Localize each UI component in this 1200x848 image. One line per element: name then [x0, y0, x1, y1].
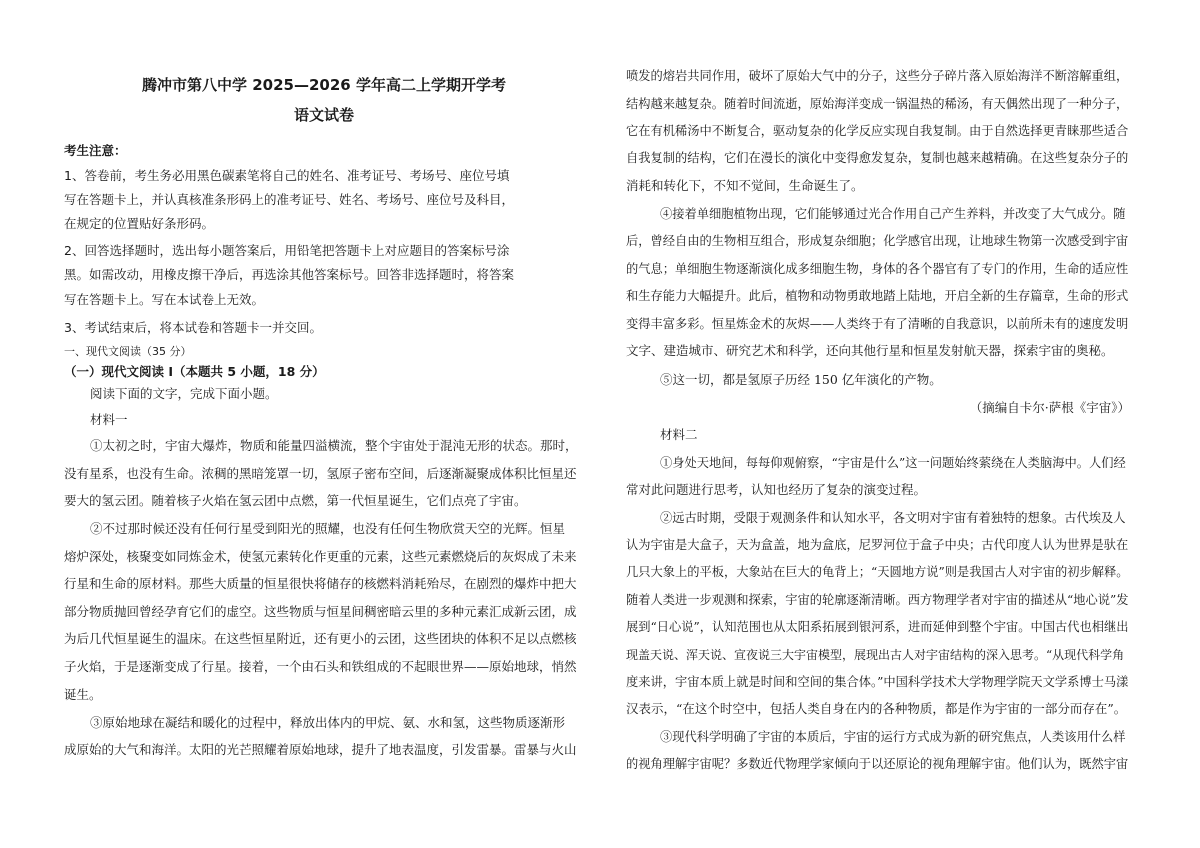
paragraph-line: ③现代科学明确了宇宙的本质后，宇宙的运行方式成为新的研究焦点，人类该用什么样 — [660, 730, 1126, 744]
paragraph-line: 展到“日心说”，认知范围也从太阳系拓展到银河系，进而延伸到整个宇宙。中国古代也相继出 — [626, 620, 1129, 634]
paragraph-line: ①太初之时，宇宙大爆炸，物质和能量四溢横流，整个宇宙处于混沌无形的状态。那时， — [90, 438, 578, 453]
source-citation: （摘编自卡尔·萨根《宇宙》） — [969, 400, 1130, 415]
paragraph-line: 变得丰富多彩。恒星炼金术的灰烬——人类终于有了清晰的自我意识，以前所未有的速度发明 — [626, 317, 1129, 331]
paragraph-line: 成原始的大气和海洋。太阳的光芒照耀着原始地球，提升了地表温度，引发雷暴。雷暴与火山 — [64, 742, 577, 757]
instruction: 阅读下面的文字，完成下面小题。 — [90, 386, 278, 401]
paragraph-line: 的气息；单细胞生物逐渐演化成多细胞生物，身体的各个器官有了专门的作用，生命的适应性 — [626, 262, 1129, 276]
paragraph-line: 诞生。 — [64, 687, 102, 702]
notice-line: 在规定的位置贴好条形码。 — [64, 216, 215, 231]
paragraph-line: 自我复制的结构，它们在漫长的演化中变得愈发复杂，复制也越来越精确。在这些复杂分子的 — [626, 151, 1129, 165]
paragraph-line: 结构越来越复杂。随着时间流逝，原始海洋变成一锅温热的稀汤，有天偶然出现了一种分子， — [626, 97, 1129, 111]
section-subheading: （一）现代文阅读 I（本题共 5 小题，18 分） — [64, 364, 325, 379]
notice-heading: 考生注意： — [64, 143, 127, 158]
exam-subtitle: 语文试卷 — [293, 106, 354, 124]
paragraph-line: 现盖天说、浑天说、宣夜说三大宇宙模型，展现出古人对宇宙结构的深入思考。“从现代科学角 — [626, 648, 1125, 662]
notice-line: 3、考试结束后，将本试卷和答题卡一并交回。 — [64, 320, 322, 335]
paragraph-line: 和生存能力大幅提升。此后，植物和动物勇敢地踏上陆地，开启全新的生存篇章，生命的形式 — [626, 289, 1129, 303]
paragraph-line: 认为宇宙是大盒子，天为盒盖，地为盒底，尼罗河位于盒子中央；古代印度人认为世界是驮在 — [626, 538, 1129, 552]
paragraph-line: 度来讲，宇宙本质上就是时间和空间的集合体。”中国科学技术大学物理学院天文学系博士马漾 — [626, 675, 1129, 689]
paragraph-line: ③原始地球在凝结和暖化的过程中，释放出体内的甲烷、氨、水和氢，这些物质逐渐形 — [90, 715, 566, 730]
exam-title: 腾冲市第八中学 2025—2026 学年高二上学期开学考 — [142, 76, 506, 94]
notice-line: 2、回答选择题时，选出每小题答案后，用铅笔把答题卡上对应题目的答案标号涂 — [64, 243, 510, 258]
notice-line: 1、答卷前，考生务必用黑色碳素笔将自己的姓名、准考证号、考场号、座位号填 — [64, 168, 510, 183]
paragraph-line: 要大的氢云团。随着核子火焰在氢云团中点燃，第一代恒星诞生，它们点亮了宇宙。 — [64, 493, 527, 508]
paragraph-line: 后，曾经自由的生物相互组合，形成复杂细胞；化学感官出现，让地球生物第一次感受到宇宙 — [626, 234, 1129, 248]
paragraph-line: 随着人类进一步观测和探索，宇宙的轮廓逐渐清晰。西方物理学者对宇宙的描述从“地心说”发 — [626, 593, 1129, 607]
paragraph-line: 文字、建造城市、研究艺术和科学，还向其他行星和恒星发射航天器，探索宇宙的奥秘。 — [626, 343, 1114, 358]
paragraph-line: 汉表示，“在这个时空中，包括人类自身在内的各种物质，都是作为宇宙的一部分而存在”。 — [626, 701, 1127, 716]
paragraph-line: 没有星系，也没有生命。浓稠的黑暗笼罩一切，氢原子密布空间，后逐渐凝聚成体积比恒星还 — [64, 466, 577, 481]
paragraph-line: 它在有机稀汤中不断复合，驱动复杂的化学反应实现自我复制。由于自然选择更青睐那些适合 — [626, 124, 1129, 138]
paragraph-line: 行星和生命的原材料。那些大质量的恒星很快将储存的核燃料消耗殆尽，在剧烈的爆炸中把大 — [64, 576, 577, 591]
paragraph-line: 喷发的熔岩共同作用，破坏了原始大气中的分子，这些分子碎片落入原始海洋不断溶解重组， — [626, 69, 1129, 83]
notice-line: 黑。如需改动，用橡皮擦干净后，再选涂其他答案标号。回答非选择题时，将答案 — [64, 267, 515, 282]
notice-line: 写在答题卡上，并认真核准条形码上的准考证号、姓名、考场号、座位号及科目， — [64, 192, 515, 207]
paragraph-line: 消耗和转化下，不知不觉间，生命诞生了。 — [626, 178, 864, 193]
paragraph-line: ②远古时期，受限于观测条件和认知水平，各文明对宇宙有着独特的想象。古代埃及人 — [660, 511, 1126, 525]
material-label: 材料二 — [660, 427, 698, 442]
material-label: 材料一 — [90, 412, 128, 427]
paragraph-line: 为后几代恒星诞生的温床。在这些恒星附近，还有更小的云团，这些团块的体积不足以点燃核 — [64, 631, 577, 646]
paragraph-line: 熔炉深处，核聚变如同炼金术，使氢元素转化作更重的元素，这些元素燃烧后的灰烬成了未来 — [64, 549, 577, 564]
paragraph-line: 几只大象上的平板，大象站在巨大的龟背上；“天圆地方说”则是我国古人对宇宙的初步解释。 — [626, 565, 1129, 579]
notice-line: 写在答题卡上。写在本试卷上无效。 — [64, 292, 265, 307]
paragraph-line: 部分物质抛回曾经孕育它们的虚空。这些物质与恒星间稠密暗云里的多种元素汇成新云团，成 — [64, 604, 577, 619]
section-heading: 一、现代文阅读（35 分） — [64, 345, 192, 358]
paragraph-line: 常对此问题进行思考，认知也经历了复杂的演变过程。 — [626, 482, 927, 497]
paragraph-line: 的视角理解宇宙呢？多数近代物理学家倾向于以还原论的视角理解宇宙。他们认为，既然宇宙 — [626, 757, 1129, 771]
paragraph-line: ②不过那时候还没有任何行星受到阳光的照耀，也没有任何生物欣赏天空的光辉。恒星 — [90, 521, 566, 536]
paragraph-line: ①身处天地间，每每仰观俯察，“宇宙是什么”这一问题始终萦绕在人类脑海中。人们经 — [660, 456, 1126, 470]
paragraph-line: ④接着单细胞植物出现，它们能够通过光合作用自己产生养料，并改变了大气成分。随 — [660, 207, 1126, 221]
paragraph-line: ⑤这一切，都是氢原子历经 150 亿年演化的产物。 — [660, 372, 942, 387]
paragraph-line: 子火焰，于是逐渐变成了行星。接着，一个由石头和铁组成的不起眼世界——原始地球，悄然 — [64, 659, 577, 674]
